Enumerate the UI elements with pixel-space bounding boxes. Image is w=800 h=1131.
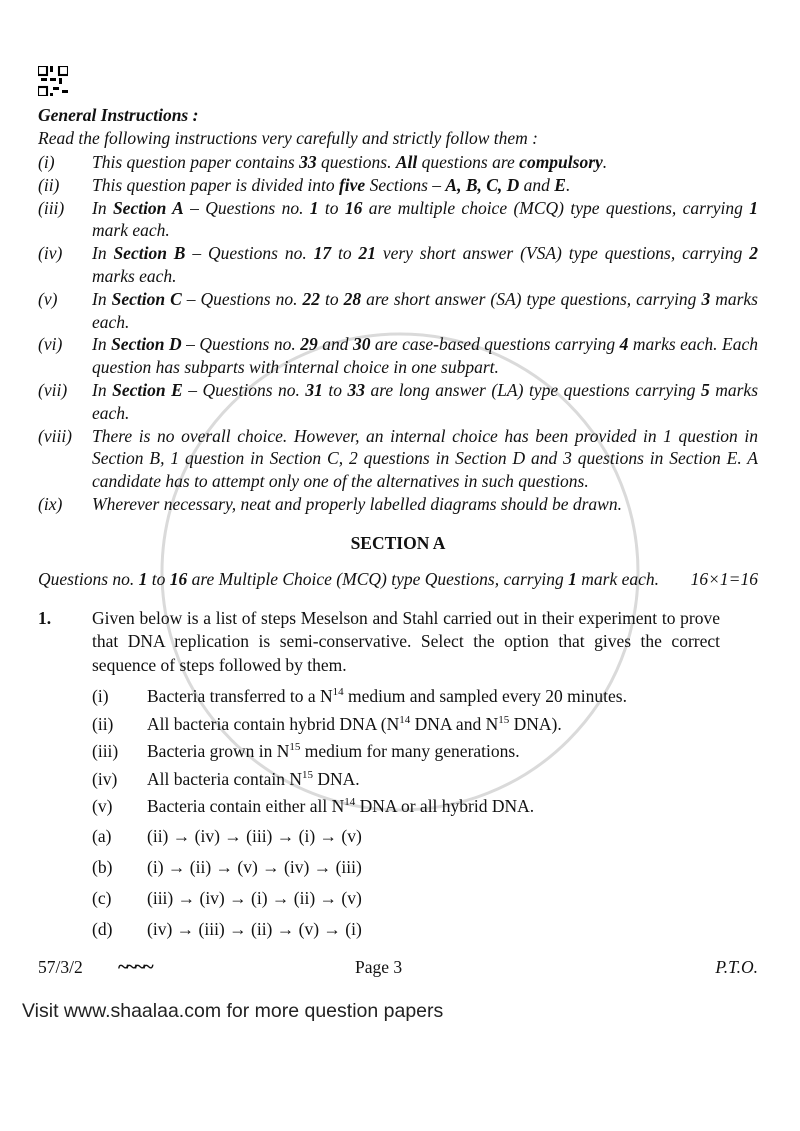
instruction-item <box>38 197 758 243</box>
instruction-text <box>92 288 758 334</box>
instruction-item <box>38 333 758 379</box>
text-run: medium for many generations. <box>300 741 520 762</box>
text-run: 1 <box>568 568 577 589</box>
option-text: (i) → (ii) → (v) → (iv) → (iii) <box>147 856 362 877</box>
text-run: mark each. <box>92 220 170 241</box>
step-item <box>92 768 720 792</box>
text-run: Wherever necessary, neat and properly labelled diagrams should be drawn. <box>92 493 622 514</box>
step-label: (i) <box>92 686 109 707</box>
text-run: DNA). <box>509 713 562 734</box>
text-run: – Questions no. <box>183 197 310 218</box>
text-run: questions are <box>417 152 520 172</box>
text-run: 4 <box>619 334 629 355</box>
option-label: (c) <box>92 887 112 908</box>
instruction-number: (i) <box>38 152 55 172</box>
option-text: (iii) → (iv) → (i) → (ii) → (v) <box>147 887 362 908</box>
text-run: five <box>338 174 366 195</box>
text-run: 15 <box>289 741 301 754</box>
instruction-text <box>92 174 758 197</box>
text-run: are multiple choice (MCQ) type questions, carrying <box>362 197 750 218</box>
footer-ornament: ~~~~ <box>118 956 152 979</box>
text-run: Bacteria grown in N <box>147 741 290 762</box>
options-list <box>92 825 720 942</box>
text-run: – Questions no. <box>185 243 314 264</box>
instruction-number: (iii) <box>38 197 65 218</box>
step-label: (ii) <box>92 713 114 734</box>
page-footer <box>38 955 758 979</box>
text-run: Section C <box>111 288 182 309</box>
text-run: In <box>92 197 113 218</box>
instruction-item <box>38 151 758 174</box>
instruction-text <box>92 197 758 243</box>
question-text: Given below is a list of steps Meselson and Stahl carried out in their experiment to prove that DNA replication is semi-conservative. Select the option that gives the correct sequence of steps followed by them. <box>92 607 720 675</box>
step-text <box>147 685 720 709</box>
option-item <box>92 825 720 849</box>
text-run: and <box>317 334 353 355</box>
step-text <box>147 713 720 737</box>
text-run: 17 <box>313 243 332 264</box>
text-run: 15 <box>302 768 314 781</box>
text-run: DNA and N <box>410 713 499 734</box>
general-instructions-lead: Read the following instructions very carefully and strictly follow them : <box>38 128 538 148</box>
text-run: to <box>318 197 345 218</box>
question-number: 1. <box>38 607 52 628</box>
text-run: Bacteria contain either all N <box>147 796 345 817</box>
text-run: – Questions no. <box>181 334 301 355</box>
option-text: (ii) → (iv) → (iii) → (i) → (v) <box>147 825 362 846</box>
instruction-text <box>92 379 758 425</box>
option-item <box>92 856 720 880</box>
text-run: to <box>331 243 359 264</box>
question-1 <box>38 607 720 678</box>
instruction-number: (viii) <box>38 425 73 446</box>
text-run: 1 <box>309 197 319 218</box>
text-run: All bacteria contain N <box>147 768 303 789</box>
step-text <box>147 768 720 792</box>
text-run: 29 <box>300 334 318 355</box>
instruction-number: (v) <box>38 288 58 309</box>
instruction-text <box>92 151 758 174</box>
instruction-item <box>38 379 758 425</box>
text-run: In <box>92 243 114 264</box>
option-label: (b) <box>92 856 113 877</box>
instruction-number: (ii) <box>38 174 60 195</box>
section-intro-text <box>38 569 659 589</box>
text-run: Bacteria transferred to a N <box>147 686 333 707</box>
text-run: There is no overall choice. However, an internal choice has been provided in 1 question in Section B, 1 question in Section C, 2 questions in Section D and 3 questions in Section E. A candidate has to attempt only one of the alternatives in such questions. <box>92 425 758 492</box>
text-run: 15 <box>498 713 510 726</box>
instruction-item <box>38 242 758 288</box>
step-item <box>92 795 720 819</box>
text-run: compulsory <box>519 152 603 172</box>
text-run: are long answer (LA) type questions carrying <box>365 379 701 400</box>
pto-label: P.T.O. <box>715 957 758 978</box>
instruction-text <box>92 425 758 493</box>
step-label: (iii) <box>92 741 119 762</box>
instruction-text <box>92 333 758 379</box>
instruction-number: (vi) <box>38 334 63 355</box>
text-run: 16 <box>344 197 363 218</box>
instruction-number: (ix) <box>38 493 63 514</box>
text-run: Section E <box>112 379 183 400</box>
instruction-number: (vii) <box>38 379 68 400</box>
text-run: Sections – <box>365 174 446 195</box>
step-text <box>147 795 720 819</box>
instruction-text <box>92 493 758 516</box>
text-run: to <box>147 568 170 589</box>
text-run: to <box>319 288 344 309</box>
text-run: 14 <box>399 713 411 726</box>
option-label: (a) <box>92 825 112 846</box>
section-marks: 16×1=16 <box>690 568 758 589</box>
option-item <box>92 887 720 911</box>
text-run: are short answer (SA) type questions, carrying <box>361 288 702 309</box>
text-run: questions. <box>316 152 396 172</box>
text-run: marks each. Each question has subparts with internal choice in one subpart. <box>92 334 758 378</box>
option-label: (d) <box>92 918 113 939</box>
steps-list <box>92 685 720 819</box>
instruction-text <box>92 242 758 288</box>
general-instructions-title: General Instructions : <box>38 105 199 125</box>
text-run: 1 <box>749 197 759 218</box>
paper-code: 57/3/2 <box>38 957 83 978</box>
text-run: to <box>322 379 348 400</box>
section-title: SECTION A <box>350 532 446 553</box>
text-run: All bacteria contain hybrid DNA (N <box>147 713 400 734</box>
text-run: A, B, C, D <box>445 174 520 195</box>
page-number: Page 3 <box>355 957 403 978</box>
step-text <box>147 740 720 764</box>
step-label: (v) <box>92 796 113 817</box>
option-item <box>92 918 720 942</box>
text-run: 31 <box>305 379 323 400</box>
text-run: All <box>395 152 418 172</box>
instruction-item <box>38 174 758 197</box>
instruction-item <box>38 425 758 493</box>
text-run: . <box>602 152 608 172</box>
text-run: 16 <box>169 568 188 589</box>
instruction-item <box>38 288 758 334</box>
visit-link[interactable]: Visit www.shaalaa.com for more question papers <box>22 1000 444 1023</box>
option-text: (iv) → (iii) → (ii) → (v) → (i) <box>147 918 362 939</box>
text-run: marks each. <box>92 288 758 332</box>
text-run: 5 <box>700 379 710 400</box>
text-run: 22 <box>302 288 320 309</box>
text-run: – Questions no. <box>182 379 306 400</box>
text-run: Section A <box>112 197 184 218</box>
text-run: DNA or all hybrid DNA. <box>355 796 535 817</box>
step-item <box>92 685 720 709</box>
text-run: 2 <box>749 243 759 264</box>
text-run: medium and sampled every 20 minutes. <box>343 686 627 707</box>
text-run: Questions no. <box>38 568 139 589</box>
qr-code-icon <box>38 66 68 96</box>
text-run: In <box>92 334 112 355</box>
text-run: mark each. <box>576 568 660 589</box>
text-run: In <box>92 288 112 309</box>
text-run: 28 <box>343 288 362 309</box>
text-run: This question paper contains <box>92 152 300 172</box>
text-run: 30 <box>352 334 371 355</box>
text-run: are case-based questions carrying <box>370 334 620 355</box>
instruction-item <box>38 493 758 516</box>
text-run: 21 <box>358 243 376 264</box>
text-run: are Multiple Choice (MCQ) type Questions, carrying <box>187 568 569 589</box>
text-run: marks each. <box>92 265 177 286</box>
text-run: . <box>565 174 571 195</box>
text-run: 33 <box>347 379 366 400</box>
step-item <box>92 713 720 737</box>
instruction-number: (iv) <box>38 243 63 264</box>
text-run: In <box>92 379 113 400</box>
text-run: marks each. <box>92 379 759 423</box>
text-run: very short answer (VSA) type questions, carrying <box>375 243 750 264</box>
text-run: E <box>554 174 566 195</box>
text-run: Section D <box>111 334 182 355</box>
text-run: 14 <box>332 686 344 699</box>
text-run: This question paper is divided into <box>92 174 339 195</box>
text-run: 33 <box>299 152 317 172</box>
text-run: – Questions no. <box>181 288 303 309</box>
text-run: 3 <box>701 288 711 309</box>
text-run: 14 <box>344 796 356 809</box>
text-run: DNA. <box>313 768 360 789</box>
step-item <box>92 740 720 764</box>
text-run: Section B <box>113 243 186 264</box>
text-run: and <box>519 174 555 195</box>
text-run: 1 <box>138 568 148 589</box>
section-intro <box>38 568 758 591</box>
instructions-list <box>38 151 758 516</box>
step-label: (iv) <box>92 768 118 789</box>
